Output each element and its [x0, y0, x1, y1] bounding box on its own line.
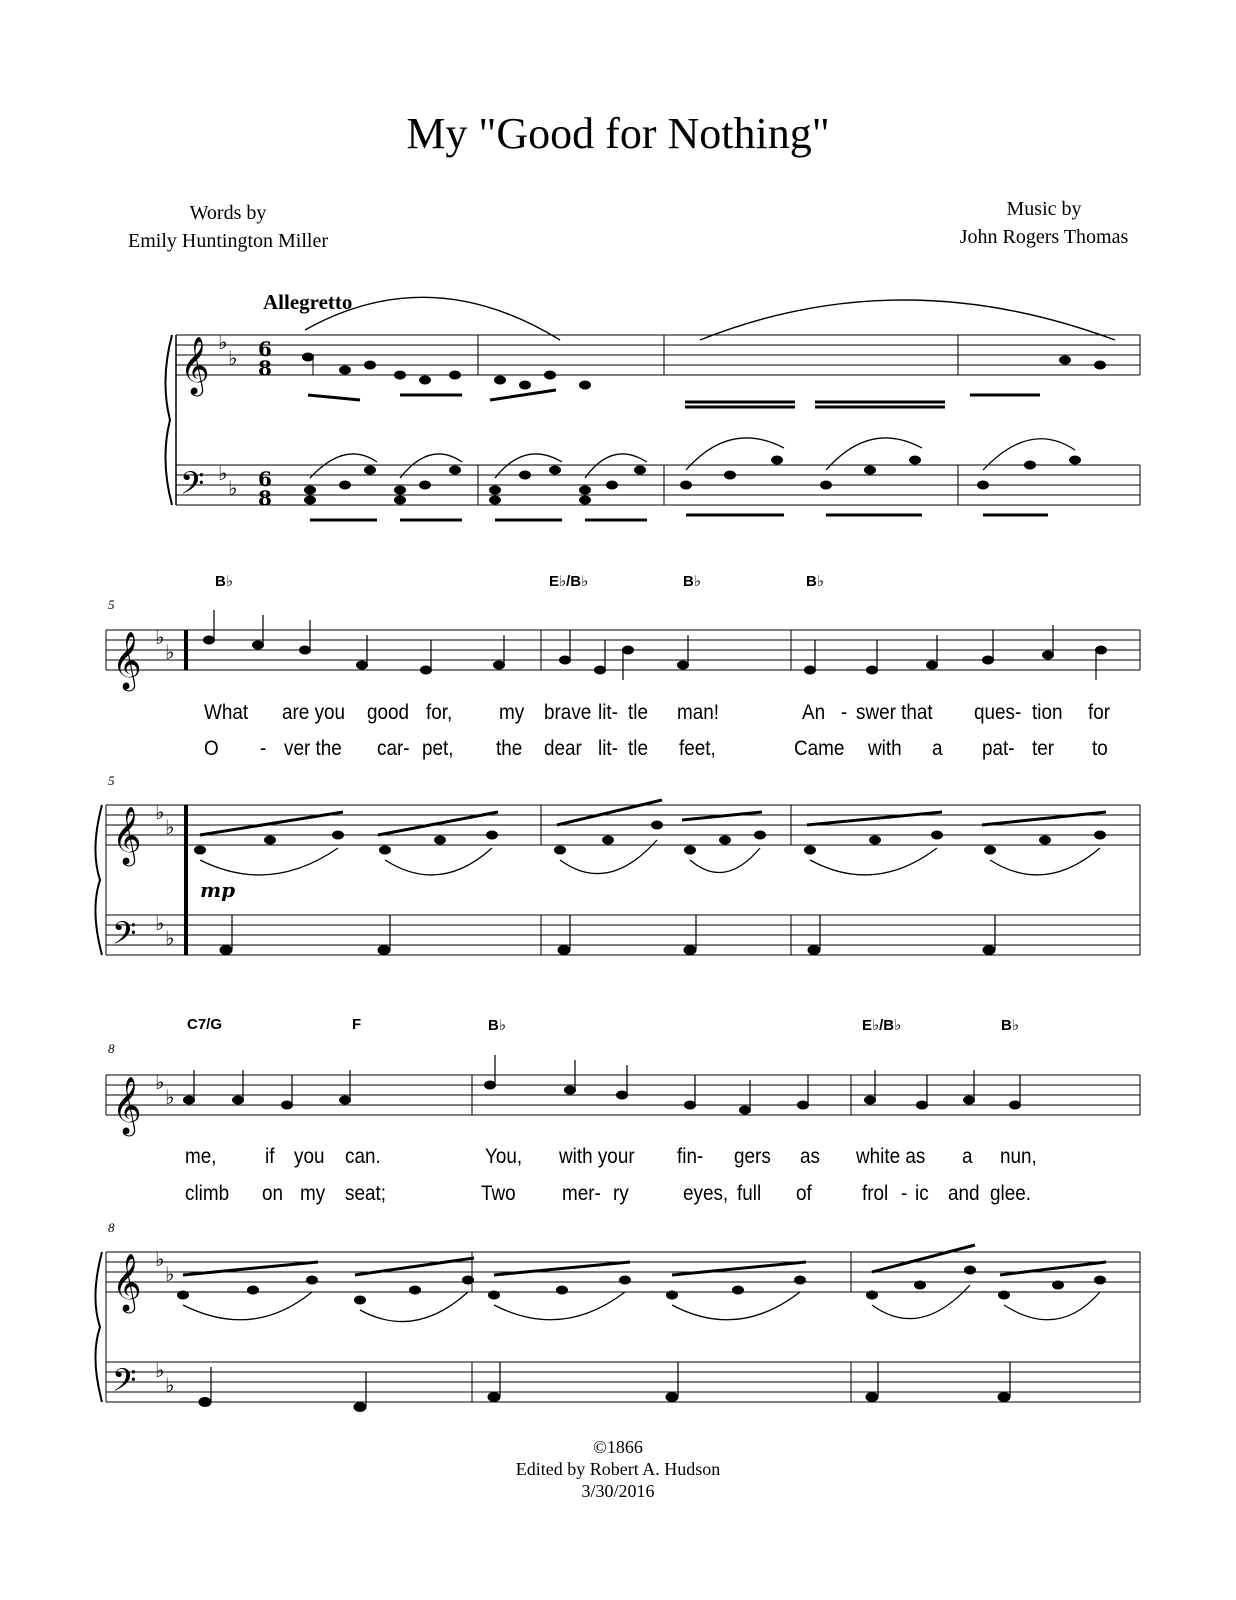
lyric-syllable: ter — [1032, 737, 1055, 760]
edit-date: 3/30/2016 — [581, 1481, 655, 1501]
lyric-syllable: ques- — [974, 701, 1022, 724]
svg-text:♭: ♭ — [165, 926, 175, 950]
lyric-syllable: of — [796, 1182, 812, 1205]
lyric-syllable: my — [300, 1182, 326, 1205]
words-label: Words by — [189, 202, 267, 224]
lyric-syllable: are you — [282, 701, 346, 724]
words-author: Emily Huntington Miller — [128, 230, 328, 252]
svg-text:𝄞: 𝄞 — [112, 631, 142, 689]
lyric-syllable: pat- — [982, 737, 1015, 760]
lyric-syllable: pet, — [422, 737, 454, 760]
chord-symbol: B♭ — [806, 573, 824, 590]
svg-text:♭: ♭ — [155, 1070, 165, 1094]
lyric-syllable: good — [367, 701, 410, 724]
measure-number: 5 — [108, 773, 115, 788]
lyric-syllable: You, — [485, 1145, 523, 1168]
music-label: Music by — [1006, 198, 1082, 220]
lyric-syllable: tle — [628, 701, 648, 724]
lyric-syllable: O — [204, 737, 219, 760]
intro-system — [165, 297, 1140, 520]
lyric-syllable: climb — [185, 1182, 230, 1205]
svg-text:♭: ♭ — [155, 625, 165, 649]
lyric-syllable: lit- — [598, 701, 618, 724]
lyric-syllable: - — [260, 737, 267, 760]
svg-text:♭: ♭ — [155, 911, 165, 935]
lyric-syllable: tle — [628, 737, 648, 760]
tempo-marking: Allegretto — [263, 290, 353, 314]
lyric-syllable: tion — [1032, 701, 1063, 724]
svg-text:8: 8 — [258, 356, 272, 380]
bass-staff-lines — [176, 465, 1140, 505]
lyric-syllable: dear — [544, 737, 582, 760]
chord-symbol: F — [352, 1016, 362, 1033]
lyric-syllable: on — [262, 1182, 284, 1205]
lyric-syllable: Two — [481, 1182, 516, 1205]
lyric-syllable: with — [868, 737, 902, 760]
lyric-syllable: me, — [185, 1145, 217, 1168]
svg-text:𝄢: 𝄢 — [112, 1362, 137, 1406]
svg-text:♭: ♭ — [218, 461, 228, 485]
svg-text:♭: ♭ — [165, 1262, 175, 1286]
editor-credit: Edited by Robert A. Hudson — [515, 1459, 721, 1479]
lyric-syllable: - — [901, 1182, 908, 1205]
measure-number: 8 — [108, 1041, 115, 1056]
svg-text:8: 8 — [258, 486, 272, 510]
system-2 — [95, 610, 1140, 955]
lyric-syllable: the — [496, 737, 523, 760]
lyric-syllable: lit- — [598, 737, 618, 760]
lyric-syllable: ver the — [284, 737, 342, 760]
intro-treble-notes — [303, 353, 1106, 389]
lyric-syllable: a — [962, 1145, 973, 1168]
treble-staff-lines — [176, 335, 1140, 375]
svg-text:♭: ♭ — [155, 1247, 165, 1271]
lyric-syllable: to — [1092, 737, 1108, 760]
svg-text:6: 6 — [258, 337, 272, 361]
vocal-notes-3 — [184, 1081, 1021, 1114]
chord-symbol: B♭ — [488, 1017, 506, 1034]
lyric-syllable: glee. — [990, 1182, 1031, 1205]
lyric-syllable: An — [802, 701, 826, 724]
chord-symbol: B♭ — [215, 573, 233, 590]
svg-text:♭: ♭ — [228, 346, 238, 370]
svg-text:♭: ♭ — [165, 815, 175, 839]
lyric-syllable: with your — [559, 1145, 635, 1168]
lyric-syllable: man! — [677, 701, 720, 724]
chord-symbol: E♭/B♭ — [549, 573, 589, 590]
time-signature — [258, 337, 272, 510]
footer — [0, 1436, 1236, 1502]
lyric-syllable: feet, — [679, 737, 716, 760]
lyric-syllable: Came — [794, 737, 845, 760]
svg-text:𝄞: 𝄞 — [112, 1253, 142, 1311]
chord-symbol: E♭/B♭ — [862, 1017, 902, 1034]
lyric-syllable: fin- — [677, 1145, 704, 1168]
lyric-syllable: and — [948, 1182, 980, 1205]
system-3 — [95, 1055, 1140, 1412]
lyric-syllable: you — [294, 1145, 325, 1168]
chord-symbol: B♭ — [1001, 1017, 1019, 1034]
dynamic-marking: mp — [200, 878, 236, 902]
svg-text:𝄞: 𝄞 — [112, 806, 142, 864]
lyric-syllable: swer that — [856, 701, 933, 724]
svg-text:6: 6 — [258, 467, 272, 491]
lyric-syllable: a — [932, 737, 943, 760]
svg-text:♭: ♭ — [218, 330, 228, 354]
lyric-syllable: ry — [613, 1182, 629, 1205]
music-author: John Rogers Thomas — [959, 226, 1129, 248]
song-title: My "Good for Nothing" — [406, 109, 830, 158]
svg-text:♭: ♭ — [165, 1085, 175, 1109]
lyric-syllable: eyes, — [683, 1182, 729, 1205]
lyric-syllable: can. — [345, 1145, 381, 1168]
lyric-syllable: if — [265, 1145, 275, 1168]
lyric-syllable: brave — [544, 701, 592, 724]
measure-number: 5 — [108, 597, 115, 612]
lyric-syllable: frol — [862, 1182, 889, 1205]
lyric-syllable: car- — [377, 737, 410, 760]
svg-text:♭: ♭ — [228, 476, 238, 500]
measure-number: 8 — [108, 1220, 115, 1235]
treble-clef-icon: 𝄞 — [180, 336, 210, 394]
lyric-syllable: What — [204, 701, 249, 724]
svg-text:𝄢: 𝄢 — [112, 915, 137, 959]
lyric-syllable: as — [800, 1145, 820, 1168]
lyric-syllable: my — [499, 701, 525, 724]
lyric-syllable: gers — [734, 1145, 771, 1168]
lyric-syllable: full — [737, 1182, 762, 1205]
vocal-notes-2 — [204, 636, 1107, 674]
svg-text:𝄞: 𝄞 — [112, 1076, 142, 1134]
chord-symbol: C7/G — [187, 1016, 223, 1033]
copyright: ©1866 — [593, 1437, 643, 1457]
lyric-syllable: for, — [426, 701, 453, 724]
svg-text:♭: ♭ — [155, 1358, 165, 1382]
chord-symbol: B♭ — [683, 573, 701, 590]
lyric-syllable: for — [1088, 701, 1111, 724]
svg-text:♭: ♭ — [165, 1373, 175, 1397]
piano-treble-staff-3 — [106, 1252, 1140, 1292]
lyric-syllable: nun, — [1000, 1145, 1037, 1168]
bass-clef-icon: 𝄢 — [180, 465, 205, 509]
piano-bass-staff-3 — [106, 1362, 1140, 1402]
lyric-syllable: white as — [856, 1145, 926, 1168]
svg-text:♭: ♭ — [165, 640, 175, 664]
svg-text:♭: ♭ — [155, 800, 165, 824]
lyric-syllable: mer- — [562, 1182, 601, 1205]
lyric-syllable: - — [841, 701, 848, 724]
lyric-syllable: ic — [915, 1182, 929, 1205]
lyric-syllable: seat; — [345, 1182, 386, 1205]
